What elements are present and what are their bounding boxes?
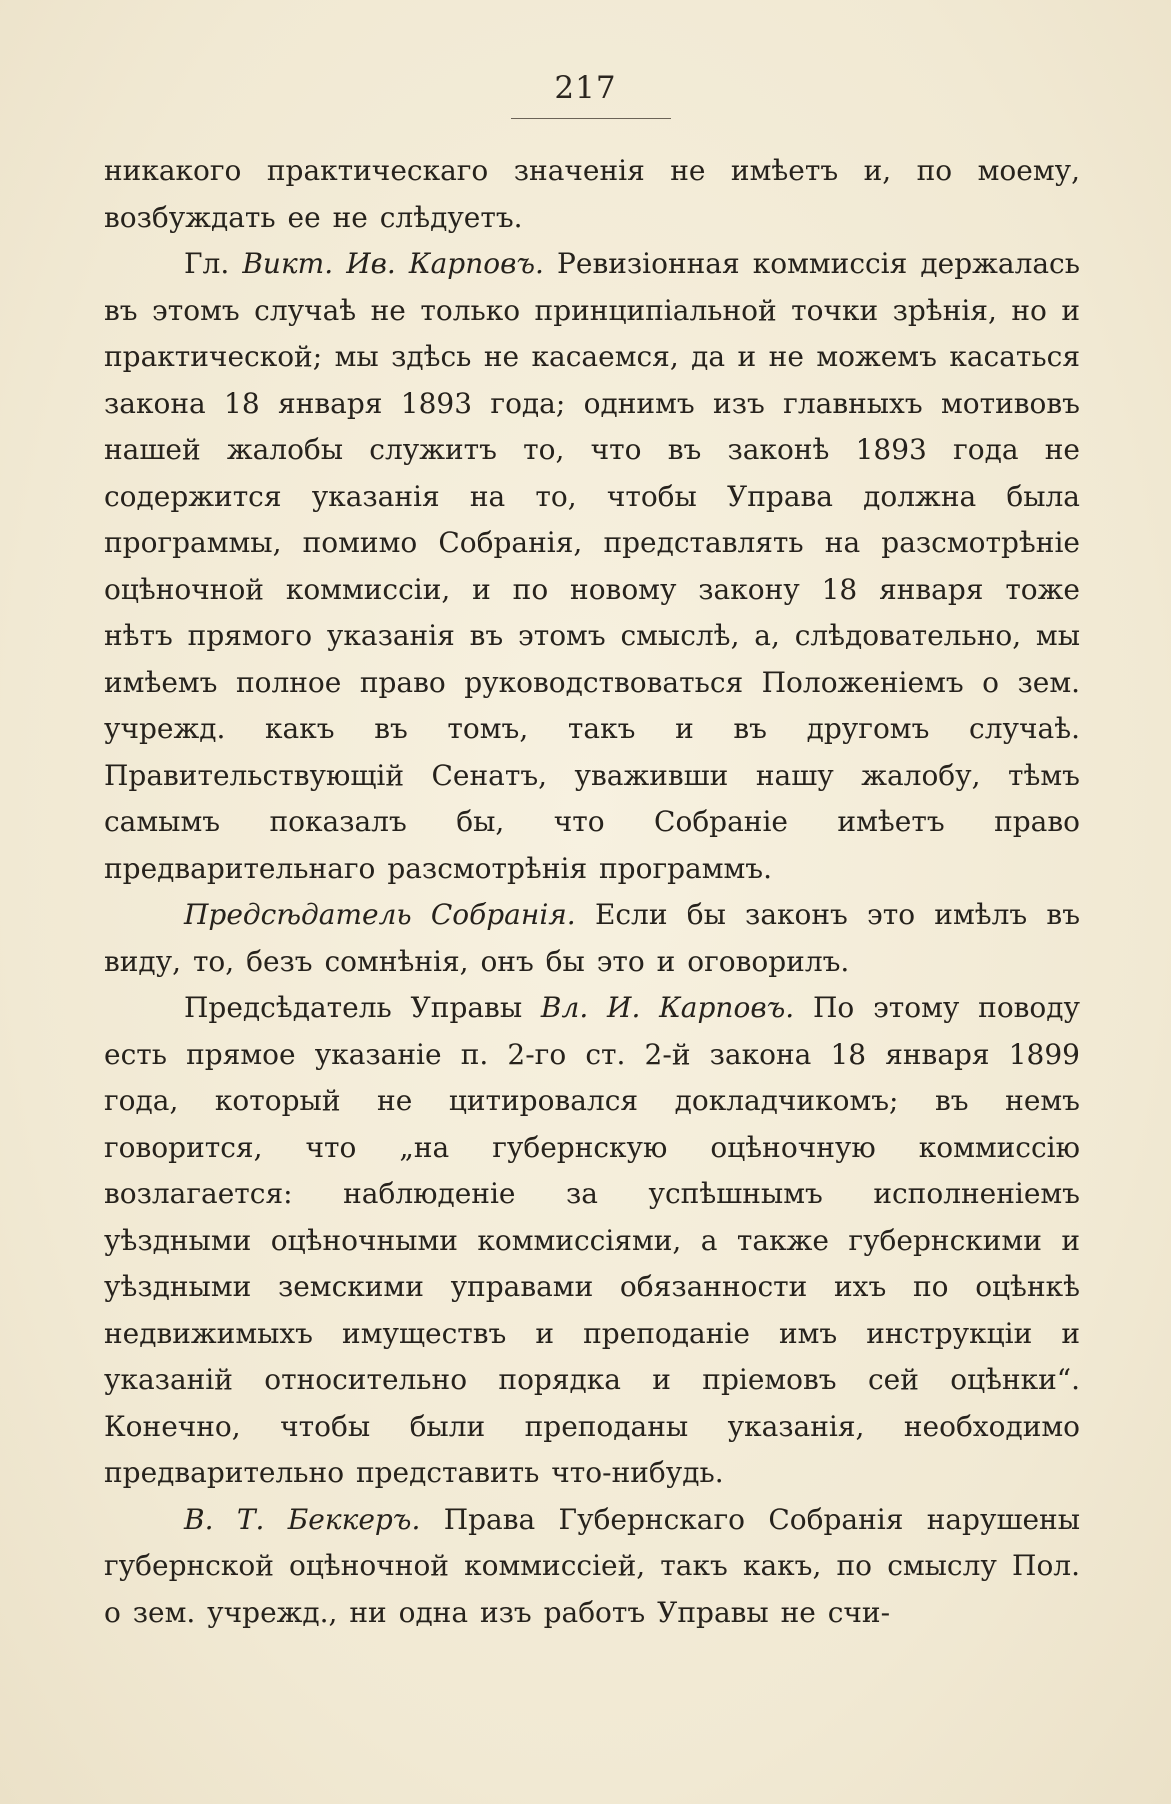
paragraph-text: Права Губернскаго Собранія нарушены губернской оцѣночной коммиссіей, такъ какъ, по смыслу Пол. о зем. учрежд., ни одна изъ работъ Управы не счи- [104, 1502, 1080, 1629]
paragraph-bekker [104, 1497, 1080, 1637]
speaker-name: Вл. И. Карповъ. [540, 991, 795, 1024]
paragraph-continuation [104, 148, 1080, 241]
speaker-title: Гл. [184, 247, 230, 280]
paragraph-text: Ревизіонная коммиссія держалась въ этомъ случаѣ не только принципіальной точки зрѣнія, но и практической; мы здѣсь не касаемся, да и не можемъ касаться закона 18 января 1893 года; однимъ изъ главныхъ мотивовъ нашей жалобы служитъ то, что въ законѣ 1893 года не содержится указанія на то, чтобы Управа должна была программы, помимо Собранія, представлять на разсмотрѣніе оцѣночной коммиссіи, и по новому закону 18 января тоже нѣтъ прямого указанія въ этомъ смыслѣ, а, слѣдовательно, мы имѣемъ полное право руководствоваться Положеніемъ о зем. учрежд. какъ въ томъ, такъ и въ другомъ случаѣ. Правительствующій Сенатъ, уваживши нашу жалобу, тѣмъ самымъ показалъ бы, что Собраніе имѣетъ право предварительнаго разсмотрѣнія программъ. [104, 247, 1080, 885]
speaker-name: Предсѣдатель Собранія. [184, 898, 576, 931]
speaker-title: Предсѣдатель Управы [184, 991, 523, 1024]
speaker-name: В. Т. Беккеръ. [184, 1502, 421, 1536]
paragraph-chairman-board [104, 985, 1080, 1497]
header-rule [511, 118, 671, 119]
page-number: 217 [554, 70, 617, 106]
speaker-name: Викт. Ив. Карповъ. [242, 247, 544, 280]
paragraph-text: Если бы законъ это имѣлъ въ виду, то, безъ сомнѣнія, онъ бы это и оговорилъ. [104, 898, 1081, 978]
paragraph-text: никакого практическаго значенія не имѣетъ и, по моему, возбуждать ее не слѣдуетъ. [104, 154, 1080, 234]
paragraph-karpov-v-i [104, 241, 1080, 892]
paragraph-chairman-assembly [104, 892, 1080, 985]
body-text [104, 148, 1080, 1636]
paragraph-text: По этому поводу есть прямое указаніе п. 2-го ст. 2-й закона 18 января 1899 года, который не цитировался докладчикомъ; въ немъ говорится, что „на губернскую оцѣночную коммиссію возлагается: наблюденіе за успѣшнымъ исполненіемъ уѣздными оцѣночными коммиссіями, а также губернскими и уѣздными земскими управами обязанности ихъ по оцѣнкѣ недвижимыхъ имуществъ и преподаніе имъ инструкціи и указаній относительно порядка и пріемовъ сей оцѣнки“. Конечно, чтобы были преподаны указанія, необходимо предварительно представить что-нибудь. [104, 991, 1081, 1489]
